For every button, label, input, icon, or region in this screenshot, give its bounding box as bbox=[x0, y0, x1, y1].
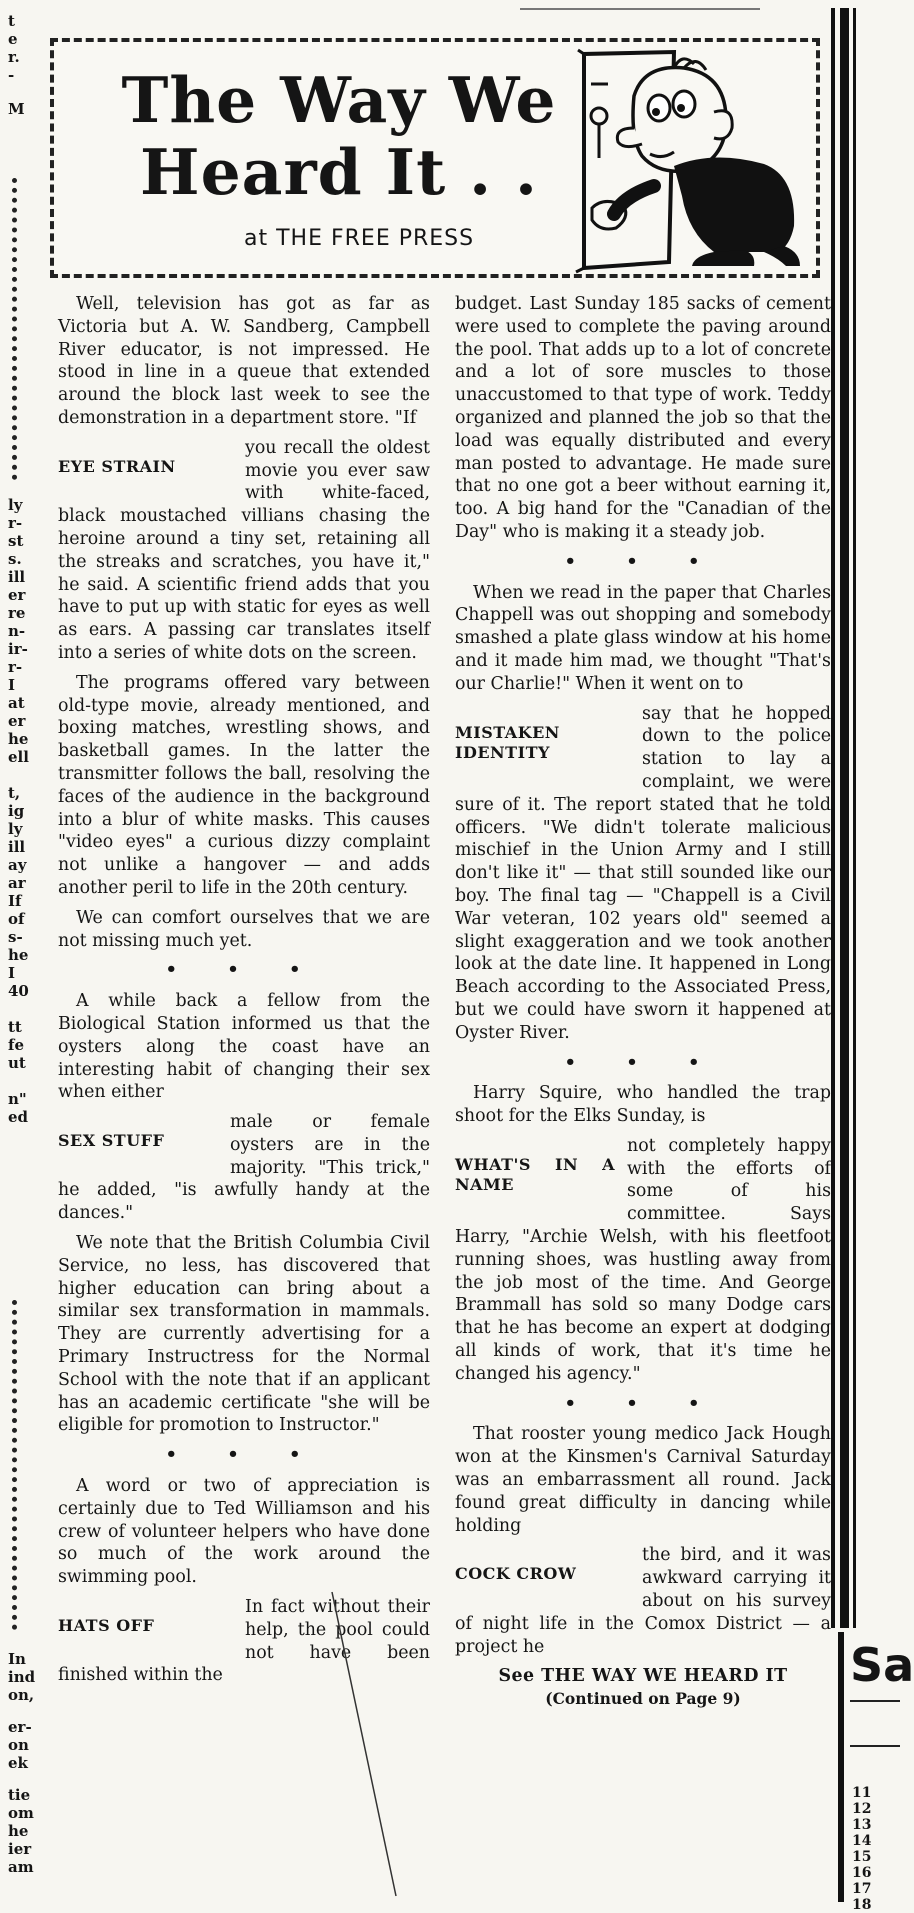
separator-dots: • • • bbox=[165, 1444, 323, 1466]
margin-fragment: er- bbox=[8, 1718, 32, 1736]
paragraph: In fact without their help, the pool could not have been finished within the bbox=[58, 1597, 430, 1686]
margin-fragment: ill bbox=[8, 568, 26, 586]
subhead-cock-crow: COCK CROW bbox=[455, 1564, 577, 1584]
right-hrule bbox=[850, 1700, 900, 1702]
paragraph: We can comfort ourselves that we are not missing much yet. bbox=[58, 907, 430, 951]
paragraph: the bird, and it was awkward carrying it about on his survey of night life in the Comox District — a project he bbox=[455, 1545, 831, 1657]
number-item: 14 bbox=[852, 1833, 872, 1849]
separator-dots: • • • bbox=[564, 550, 722, 572]
margin-fragment: om bbox=[8, 1804, 34, 1822]
margin-fragment: ut bbox=[8, 1054, 26, 1072]
margin-fragment: n" bbox=[8, 1090, 27, 1108]
margin-fragment: er bbox=[8, 712, 26, 730]
margin-fragment: If bbox=[8, 892, 22, 910]
margin-fragment: ly bbox=[8, 496, 23, 514]
margin-fragment: - bbox=[8, 66, 15, 84]
adjacent-headline-fragment: Sa bbox=[850, 1638, 914, 1692]
paragraph: We note that the British Columbia Civil Service, no less, has discovered that higher education can bring about a similar sex transformation in mammals. They are currently advertising for a Primary Instructress for the Normal School with the note that if an applicant has an academic certificate "she will be eligible for promotion to Instructor." bbox=[58, 1233, 430, 1436]
column-header-box bbox=[50, 38, 820, 278]
paragraph: A while back a fellow from the Biological Station informed us that the oysters along the coast have an interesting habit of changing their sex when either bbox=[58, 991, 430, 1103]
subhead-eye-strain: EYE STRAIN bbox=[58, 456, 176, 476]
margin-fragment: ek bbox=[8, 1754, 28, 1772]
left-margin-fragments-bottom bbox=[8, 1650, 42, 1876]
number-item: 16 bbox=[852, 1865, 872, 1881]
number-item: 11 bbox=[852, 1785, 872, 1801]
margin-fragment: on bbox=[8, 1736, 29, 1754]
margin-fragment: I bbox=[8, 964, 16, 982]
margin-fragment: tie bbox=[8, 1786, 31, 1804]
margin-fragment: er bbox=[8, 586, 26, 604]
margin-fragment: t bbox=[8, 12, 15, 30]
paragraph: not completely happy with the efforts of some of his committee. Says Harry, "Archie Welsh, with his fleetfoot running shoes, was hustling away from the job most of the time. And George Brammall has sold so many Dodge cars that he has become an expert at dodging all kinds of work, that it's time he changed his agency." bbox=[455, 1135, 831, 1384]
margin-fragment: In bbox=[8, 1650, 26, 1668]
margin-fragment: ig bbox=[8, 802, 25, 820]
number-item: 15 bbox=[852, 1849, 872, 1865]
left-column bbox=[58, 293, 430, 1694]
top-masthead-strip bbox=[520, 0, 760, 10]
scan-streak-icon bbox=[330, 1590, 400, 1900]
left-margin-fragments-top bbox=[8, 12, 42, 118]
paragraph: A word or two of appreciation is certainly due to Ted Williamson and his crew of volunteer helpers who have done so much of the work around the swimming pool. bbox=[58, 1476, 430, 1588]
margin-fragment: ind bbox=[8, 1668, 36, 1686]
margin-fragment: he bbox=[8, 1822, 29, 1840]
margin-fragment bbox=[8, 1000, 42, 1018]
margin-fragment: ar bbox=[8, 874, 26, 892]
margin-fragment: ell bbox=[8, 748, 29, 766]
paragraph: When we read in the paper that Charles Chappell was out shopping and somebody smashed a plate glass window at his home and it made him mad, we thought "That's our Charlie!" When it went on to bbox=[455, 582, 831, 694]
margin-fragment: ed bbox=[8, 1108, 29, 1126]
margin-fragment: M bbox=[8, 100, 25, 118]
subhead-sex-stuff: SEX STUFF bbox=[58, 1131, 165, 1151]
margin-fragment: on, bbox=[8, 1686, 35, 1704]
margin-fragment: ier bbox=[8, 1840, 32, 1858]
left-margin-fragments-middle bbox=[8, 496, 42, 1126]
number-item: 13 bbox=[852, 1817, 872, 1833]
margin-fragment: tt bbox=[8, 1018, 22, 1036]
margin-fragment: s. bbox=[8, 550, 22, 568]
separator-dots: • • • bbox=[564, 1051, 722, 1073]
margin-fragment: am bbox=[8, 1858, 34, 1876]
subhead-whats-in-a-name: WHAT'S IN A NAME bbox=[455, 1154, 615, 1194]
right-thin-rule bbox=[853, 8, 856, 1628]
margin-fragment: n- bbox=[8, 622, 26, 640]
subhead-mistaken-identity: MISTAKEN IDENTITY bbox=[455, 722, 560, 762]
margin-fragment bbox=[8, 1072, 42, 1090]
margin-fragment: ay bbox=[8, 856, 27, 874]
margin-fragment: ill bbox=[8, 838, 26, 856]
number-item: 18 bbox=[852, 1897, 872, 1913]
continued-notice: (Continued on Page 9) bbox=[545, 1689, 741, 1709]
margin-fragment: of bbox=[8, 910, 25, 928]
margin-fragment: fe bbox=[8, 1036, 24, 1054]
margin-fragment: e bbox=[8, 30, 18, 48]
paragraph: Harry Squire, who handled the trap shoot for the Elks Sunday, is bbox=[455, 1083, 831, 1127]
paragraph: you recall the oldest movie you ever saw with white-faced, black moustached villians chasing the heroine around a tiny set, retaining all the streaks and scratches, you have it," he said. A scientific friend adds that you have to put up with static for eyes as well as ears. A passing car translates itself into a series of white dots on the screen. bbox=[58, 437, 430, 663]
separator-dots: • • • bbox=[165, 959, 323, 981]
paragraph: The programs offered vary between old-type movie, already mentioned, and boxing matches, wrestling shows, and basketball games. In the latter the transmitter follows the ball, resolving the faces of the audience in the background into a blur of white masks. This causes "video eyes" a curious dizzy complaint not unlike a hangover — and adds another peril to life in the 20th century. bbox=[58, 672, 430, 898]
right-column bbox=[455, 293, 831, 1711]
margin-fragment: s- bbox=[8, 928, 23, 946]
eavesdropper-cartoon-icon bbox=[564, 46, 814, 272]
margin-fragment: r- bbox=[8, 514, 23, 532]
column-subtitle: at THE FREE PRESS bbox=[244, 226, 475, 251]
right-thick-rule bbox=[840, 8, 849, 1628]
column-title-line1: The Way We bbox=[121, 63, 557, 137]
paragraph: say that he hopped down to the police station to lay a complaint, we were sure of it. The report stated that he told officers. "We didn't tolerate malicious mischief in the Union Army and I still don't like it" — that still sounded like our boy. The final tag — "Chappell is a Civil War veteran, 102 years old" seemed a slight exaggeration and we took another look at the date line. It happened in Long Beach according to the Associated Press, but we could have sworn it happened at Oyster River. bbox=[455, 703, 831, 1043]
margin-fragment: at bbox=[8, 694, 25, 712]
paragraph: Well, television has got as far as Victoria but A. W. Sandberg, Campbell River educator, is not impressed. He stood in line in a queue that extended around the block last week to see the demonstration in a department store. "If bbox=[58, 294, 430, 428]
margin-fragment: ir- bbox=[8, 640, 28, 658]
right-lower-rule bbox=[838, 1632, 844, 1902]
left-dotted-rule-top bbox=[12, 178, 17, 480]
margin-fragment: 40 bbox=[8, 982, 29, 1000]
margin-fragment: st bbox=[8, 532, 24, 550]
paragraph: budget. Last Sunday 185 sacks of cement were used to complete the paving around the pool. That adds up to a lot of concrete and a lot of sore muscles to those unaccustomed to that type of work. Teddy organized and planned the job so that the load was equally distributed and every man posted to advantage. He made sure that no one got a beer without earning it, too. A big hand for the "Canadian of the Day" who is making it a steady job. bbox=[455, 294, 831, 542]
adjacent-number-list bbox=[852, 1785, 871, 1913]
see-reference: See THE WAY WE HEARD IT bbox=[498, 1666, 788, 1687]
left-dotted-rule-bottom bbox=[12, 1300, 17, 1630]
margin-fragment: ly bbox=[8, 820, 23, 838]
paragraph: That rooster young medico Jack Hough won at the Kinsmen's Carnival Saturday was an embarrassment all round. Jack found great difficulty in dancing while holding bbox=[455, 1424, 831, 1536]
margin-fragment: he bbox=[8, 946, 29, 964]
subhead-hats-off: HATS OFF bbox=[58, 1616, 155, 1636]
right-hrule bbox=[850, 1745, 900, 1747]
margin-fragment: I bbox=[8, 676, 16, 694]
margin-fragment: t, bbox=[8, 784, 21, 802]
margin-fragment: r- bbox=[8, 658, 23, 676]
paragraph: male or female oysters are in the majority. "This trick," he added, "is awfully handy at the dances." bbox=[58, 1112, 430, 1224]
number-item: 12 bbox=[852, 1801, 872, 1817]
margin-fragment: he bbox=[8, 730, 29, 748]
margin-fragment bbox=[8, 1704, 42, 1718]
margin-fragment bbox=[8, 1772, 42, 1786]
margin-fragment bbox=[8, 766, 42, 784]
column-title bbox=[79, 64, 599, 208]
number-item: 17 bbox=[852, 1881, 872, 1897]
right-column-rule bbox=[831, 8, 835, 1628]
separator-dots: • • • bbox=[564, 1392, 722, 1414]
margin-fragment: r. bbox=[8, 48, 20, 66]
margin-fragment: re bbox=[8, 604, 26, 622]
column-title-line2: Heard It . . bbox=[140, 135, 538, 209]
